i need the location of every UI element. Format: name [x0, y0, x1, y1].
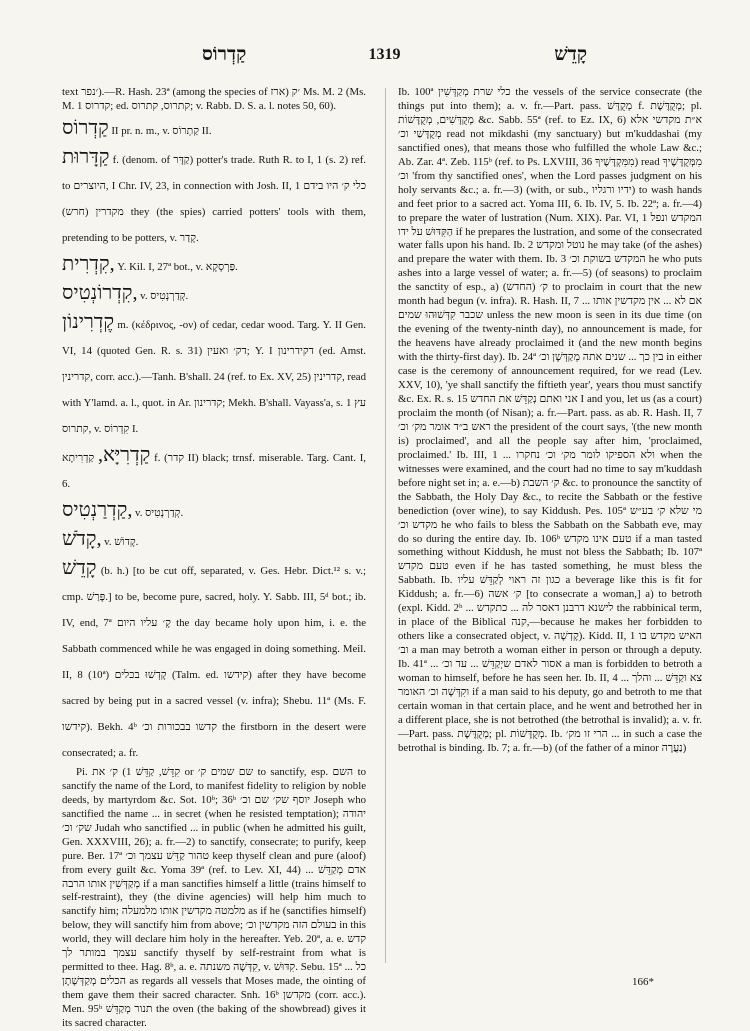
entry: Ib. 100ª ‏כלי שרת מְקַדְּשִׁין the vessels of the service consecrate (the things put into them); a. v. fr.—Part. pass. ‏מְקֻדָּשׁ f. ‏מְקֻדֶּשֶׁת; pl. ‏מְקֻדָּשִׁים, ‏מְקֻדָּשׁוֹת &c. Sabb. 55ª (ref. to Ez. IX, 6) ‏א״ת מקדשי אלא מְקֻדָּשַׁי וכ׳ read not mikdashi (my sanctuary) but m'kuddashai (my sanctified ones), that means those who fulfilled the whole Law &c.; Ab. Zar. 4ª. Zeb. 115ᵇ (ref. to Ps. LXVIII, 36 ‏מִמִּקְדָּשֶׁיךָ) read ‏מִמְּקֻדָּשֶׁיךָ וכ׳ 'from thy sanctified ones', when the Lord passes judgment on his holy servants &c.; a. fr.—3) (with, or sub., ‏ידיו ורגליו) to wash hands and feet prior to a sacred act. Yoma III, 6. Ib. IV, 5. Ib. 22ª; a. fr.—4) to prepare the water of lustration (Num. XIX). Par. VI, 1 ‏המקדש ונפל ‏הַקִּדּוּשׁ על ידו if he prepares the lustration, and some of the consecrated water falls upon his hand. Ib. 2 ‏נוטל ומקדש he may take (of the ashes) and prepare the water with them. Ib. 3 ‏המקדש בשוקת וכ׳ he who puts ashes into a large vessel of water; a. fr.—5) (of seasons) to proclaim the sanctity of esp., a) ‏ק׳ (החדש) to proclaim in court that the new month had begun (v. infra). R. Hash. II, 7 ... ‏אם לא ... אין מקדשין אותו שכבר קִדְּשׁוּהוּ שמים unless the new moon is seen in its due time (on the evening of the twenty-ninth day), no announcement is made, for the heavens have already proclaimed it (and the new month begins with the thirty-first day). Ib. 24ª ‏בין כך ... שנים אתה מְקַדְּשָׁן וכ׳ in either case is the ceremony of announcement required, for we read (Lev. XXV, 10), 'ye shall sanctify the fiftieth year', years thou must sanctify &c. Ex. R. s. 15 ‏אני ואתם נְקַדֵּשׁ את החדש I and you, let us (as a court) proclaim the month (of Nisan); a. fr.—Part. pass. as ab. R. Hash. II, 7 ‏ראש ב״ד אומר מק׳ וכ׳ the president of the court says, '(the new month is) proclaimed', and all the people say after him, 'proclaimed, proclaimed.' Ib. III, 1 ... ‏ולא הספיקו לומר מק׳ וכ׳ ‏נחקרו when the witnesses were examined, and the court had no time to say m'kuddash before night set in; a. e.—b) ‏ק׳ השבת &c. to pronounce the sanctity of the Sabbath, the Holy Day &c., to recite the Sabbath or the festive benediction (over wine), to say Kiddush. Pes. 105ª ‏מי שלא ק׳ בע״ש ‏מקדש וכ׳ he who fails to bless the Sabbath on the Sabbath eve, may do so during the entire day. Ib. 106ᵇ ‏טעם אינו מקדש if a man tasted something without Kiddush, he must not bless the Sabbath; Ib. 107ª ‏טעם מקדש even if he has tasted something, he must bless the Sabbath. Ib. ‏כגון זה ראוי לְקַדֵּשׁ עליו a beverage like this is fit for Kiddush; a. fr.—6) ‏ק׳ אשה [to consecrate a woman,] a) to betroth (expl. Kidd. 2ᵇ ... ‏לישנא דרבנן דאסר לה ... כתקדש the rabbinical term, in place of the Biblical ‏קנה,—because he makes her forbidden to others like a consecrated object, v. קָדְשָׁה). Kidd. II, 1 ‏האיש מקדש בו וב׳ a man may betroth a woman either in person or through a deputy. Ib. 41ª ... ‏אסור לאדם שיְקַדֵּשׁ ... עד וכ׳ a man is forbidden to betroth a woman to himself, before he has seen her. Ib. II, 4 ... ‏צא וקַדֵּשׁ ... והלך וקִדְּשָׁה וכ׳ ‏האומר if a man said to his deputy, go and betroth to me that certain woman in that certain place, and he went and betrothed her in a different place, she is not betrothed (the betrothal is invalid); a. v. fr.—Part. pass. ‏מְקֻדֶּשֶׁת; pl. ‏מְקֻדָּשׁוֹת. Ib. ‏הרי זו מק׳ ... in such a case the betrothal is binding. Ib. 7; a. fr.—b) (of the father of a minor ‏נַעֲרָה): [398, 86, 703, 754]
header-right-word: קָדֵשׁ: [554, 44, 587, 65]
entry: text ׳נפר).—R. Hash. 23ª (among the species of ארז) ׳ק Ms. M. 2 (Ms. M. 1 ‏קדרוס; ed. ‏קתרוס, קתרוס; v. Rabb. D. S. a. l. notes 50, 60).: [62, 86, 367, 112]
header-left-word: קַדְרוֹס: [202, 44, 247, 65]
right-column: [398, 86, 702, 966]
entry: קַדָּרוּת f. (denom. of קַדָּר) potter's trade. Ruth R. to I, 1 (s. 2) ref. to ‏היוצרים, I Chr. IV, 23, in connection with Josh. II, 1 ‏כלי ק׳ היו בידם מקדרין (חרש) they (the spies) carried potters' tools with them, pretending to be potters, v. קָדַר.: [62, 145, 366, 244]
entry: קֶדְרִינוֹן m. (κέδρινος, -ον) of cedar, cedar wood. Targ. Y. II Gen. VI, 14 (quoted Gen. R. s. 31) ‏דק׳ ואעין; Y. I ‏דקידרינון (ed. Amst. ‏קדרינין, corr. acc.).—Tanh. B'shall. 24 (ref. to Ex. XV, 25) ‏קדרינין, read with Y'lamd. a. l., quot. in Ar. ‏קדרינון; Mekh. B'shall. Vayass'a, s. 1 ‏עץ קתרוס, v. קִדְרוֹס I.: [62, 310, 367, 435]
column-divider: [385, 88, 386, 963]
entry: קִדְרִית, Y. Kil. I, 27ª bot., v. פַּרְסְקָא.: [62, 252, 238, 275]
entry: קַדְרַנְטִיס, v. קְדַרְנְטִיס.: [62, 498, 184, 521]
entry: Pi. קִדֵּשׁ, קַדֵּשׁ 1) ‏ק׳ את or שם שמים ‏ק׳ to sanctify, esp. ‏השם to sanctify the name of the Lord, to manifest fidelity to religion by noble deeds, by martyrdom &c. Sot. 10ᵇ; 36ᵇ ‏יוסף שק׳ שם וכ׳ Joseph who sanctified the name ... in secret (when he resisted temptation); ‏יהודה שק׳ וכ׳ Judah who sanctified ... in public (when he admitted his guilt, Gen. XXXVIII, 26); a. fr.—2) to sanctify, consecrate; to purify, keep pure. Ber. 17ª ‏טהור קַדֵּשׁ עצמך וכ׳ keep thyself clean and pure (aloof) from every guilt &c. Yoma 39ª (ref. to Lev. XI, 44) ... ‏אדם מְקַדֵּשׁ ‏מְקַדְּשִׁין אותו הרבה if a man sanctifies himself a little (trains himself to self-restraint), they (the divine agencies) will help him much to sanctify him; ‏מלמטה מקדשין אותו מלמעלה as if he (sanctifies himself) below, they will sanctify him from above; ‏בעולם הזה מקדשין וכ׳ in this world, they will declare him holy in the hereafter. Yeb. 20ª, a. e. ‏קדש עצמך במותר לך sanctify thyself by self-restraint from what is permitted to thee. Hag. 8ᵇ, a. e. ‏קִדְּשָׁה משנתה, v. קִדּוּשׁ. Sebu. 15ª ... ‏כל הכלים ‏מְקַדְּשָׁתָן as regards all vessels that Moses made, the ointing of them gave them their sacred character. Snh. 16ᵇ ‏מקדשן (corr. acc.). Men. 95ᵇ ‏תנור מְקַדֵּשׁ the oven (the baking of the showbread) gives it its sacred character.: [62, 765, 367, 1030]
entry: קִדְרוֹנְטִיס, v. קְדַרְנְטִיס.: [62, 281, 189, 304]
left-column: [62, 86, 367, 1030]
running-header: [62, 44, 707, 72]
entry: קָדֹשׁ, v. קָדוֹשׁ.: [62, 527, 139, 550]
signature-mark: 166*: [632, 976, 654, 988]
page-number: 1319: [368, 46, 401, 63]
entry: קָדֵשׁ (b. h.) [to be cut off, separated, v. Ges. Hebr. Dict.¹² s. v.; cmp. פָּרַשׁ.] to be, become pure, sacred, holy. Y. Sabb. III, 5ᵈ bot.; ib. IV, end, 7ª ‏קָ׳ עליו היום the day became holy upon him, i. e. the Sabbath commenced while he was engaged in doing something. Meil. II, 8 (10ª) ‏קָדְשׁוּ בכלים (Talm. ed. ‏קידשו) after they have become sacred by being put in a sacred vessel (v. infra); Shebu. 11ª (Ms. F. ‏קידשו). Bekh. 4ᵇ ‏קדשו בבכורות וכ׳ the firstborn in the desert were consecrated; a. fr.: [62, 556, 367, 759]
entry: קַדְרוֹס II pr. n. m., v. קַתְרוֹס II.: [62, 116, 212, 139]
entry: קַדְרִיָּא, קַדְרִיתָא f. (קדר II) black; trnsf. miserable. Targ. Cant. I, 6.: [62, 443, 367, 490]
